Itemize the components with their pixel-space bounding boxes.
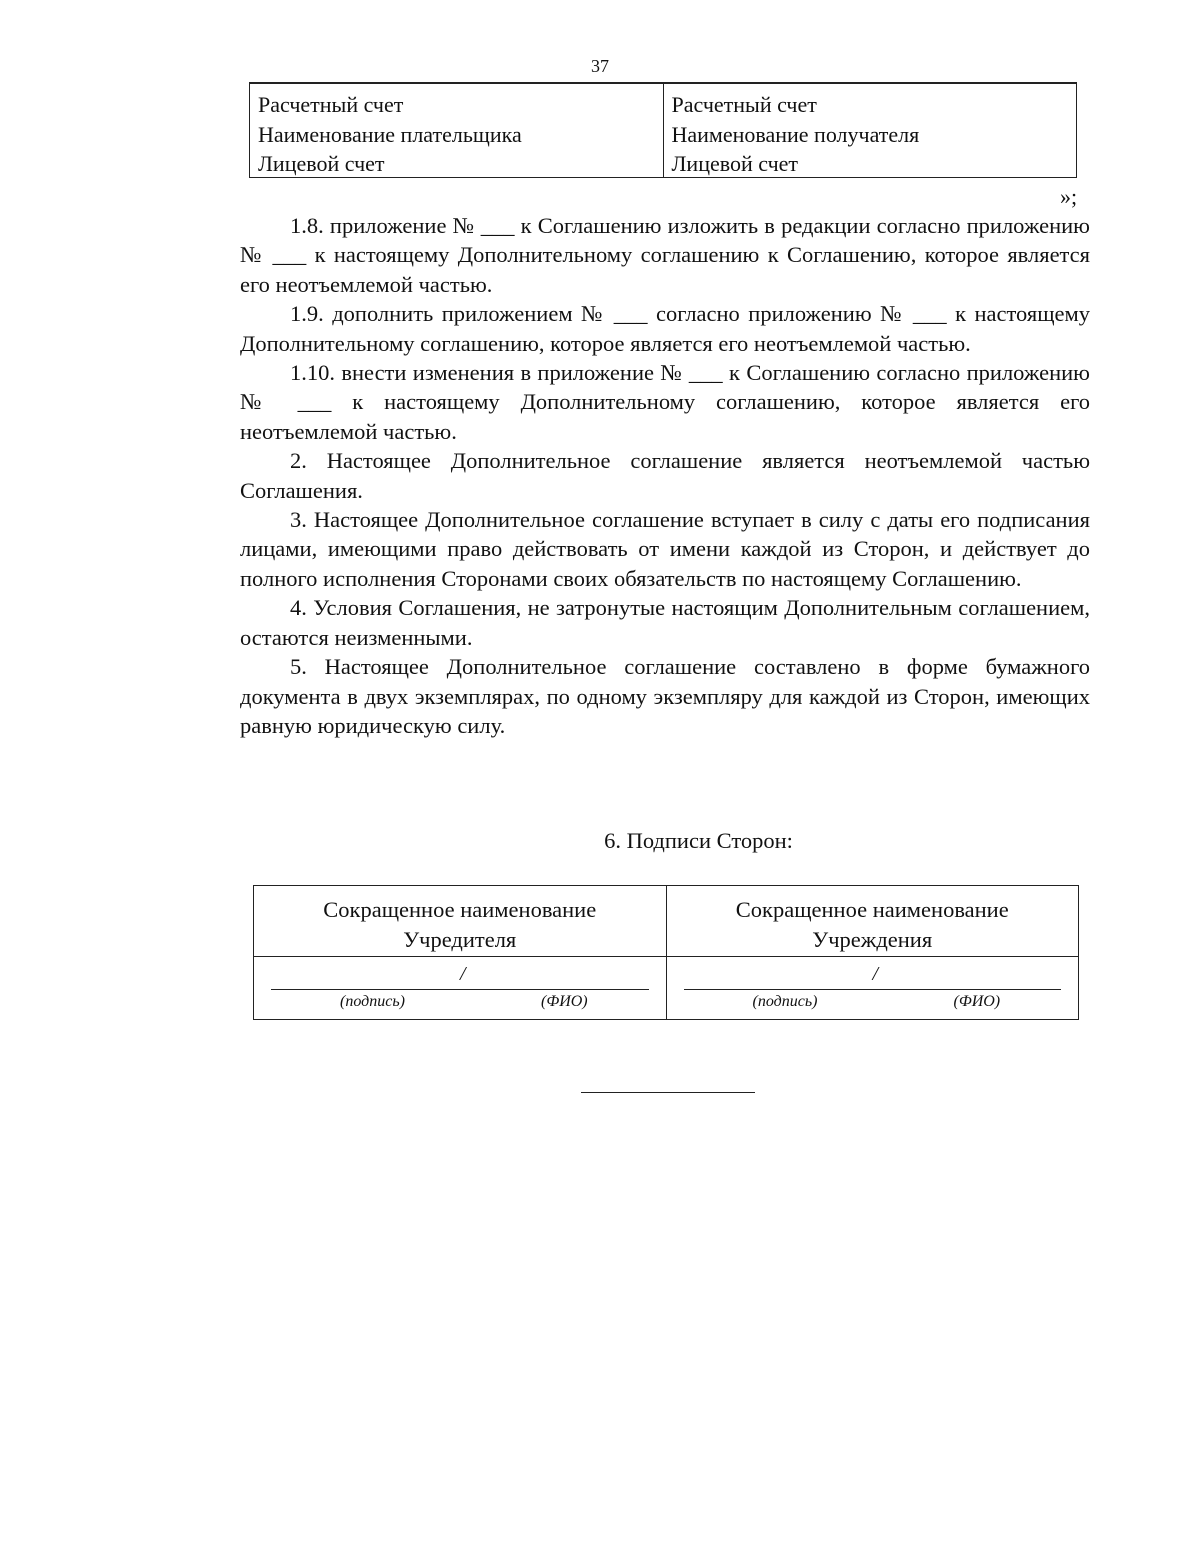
founder-name (254, 886, 666, 957)
institution-name-line1: Сокращенное наименование (735, 897, 1009, 922)
founder-signature-caption: (подпись) (340, 993, 405, 1010)
recipient-column (663, 84, 1077, 177)
institution-signature-column (666, 886, 1079, 1019)
institution-signature-caption: (подпись) (752, 993, 818, 1010)
payer-personal-account-label: Лицевой счет (258, 151, 385, 176)
paragraph-1-9: 1.9. дополнить приложением № ___ согласно приложению № ___ к настоящему Дополнительному соглашению, которое является его неотъемлемой частью. (240, 301, 1090, 356)
paragraph-5: 5. Настоящее Дополнительное соглашение составлено в форме бумажного документа в двух экземплярах, по одному экземпляру для каждой из Сторон, имеющих равную юридическую силу. (240, 654, 1090, 738)
recipient-name-label: Наименование получателя (671, 121, 920, 147)
signatures-table (253, 885, 1079, 1020)
paragraph-4: 4. Условия Соглашения, не затронутые настоящим Дополнительным соглашением, остаются неизменными. (240, 595, 1090, 650)
agreement-body (240, 211, 1090, 740)
founder-signature-slash: / (460, 963, 466, 985)
page-number: 37 (591, 56, 609, 76)
institution-name (667, 886, 1079, 957)
closing-quote: »; (1060, 184, 1078, 209)
payer-name-label: Наименование плательщика (258, 121, 522, 147)
founder-signature-area (254, 957, 666, 1019)
institution-signature-slash: / (872, 963, 879, 985)
institution-signature-line (684, 989, 1062, 990)
recipient-personal-account-label: Лицевой счет (671, 151, 799, 176)
founder-fio-caption: (ФИО) (541, 993, 588, 1010)
institution-signature-area (667, 957, 1079, 1019)
recipient-account-label: Расчетный счет (671, 92, 817, 117)
institution-name-line2: Учреждения (812, 926, 933, 952)
end-of-document-rule (581, 1092, 755, 1093)
payer-column (250, 84, 663, 177)
paragraph-1-10: 1.10. внести изменения в приложение № ___ к Соглашению согласно приложению № ___ к настоящему Дополнительному соглашению, которое является его неотъемлемой частью. (240, 360, 1090, 444)
paragraph-2: 2. Настоящее Дополнительное соглашение является неотъемлемой частью Соглашения. (240, 448, 1090, 503)
signatures-heading: 6. Подписи Сторон: (604, 828, 793, 853)
institution-fio-caption: (ФИО) (953, 993, 1001, 1010)
paragraph-3: 3. Настоящее Дополнительное соглашение вступает в силу с даты его подписания лицами, имеющими право действовать от имени каждой из Сторон, и действует до полного исполнения Сторонами своих обязательств по настоящему Соглашению. (240, 507, 1090, 591)
founder-name-line1: Сокращенное наименование (323, 897, 597, 922)
founder-signature-column (254, 886, 666, 1019)
paragraph-1-8: 1.8. приложение № ___ к Соглашению изложить в редакции согласно приложению № ___ к настоящему Дополнительному соглашению к Соглашению, которое является его неотъемлемой частью. (240, 213, 1090, 297)
founder-signature-line (271, 989, 649, 990)
payer-account-label: Расчетный счет (258, 92, 404, 117)
account-details-table (249, 82, 1077, 178)
founder-name-line2: Учредителя (403, 926, 517, 952)
